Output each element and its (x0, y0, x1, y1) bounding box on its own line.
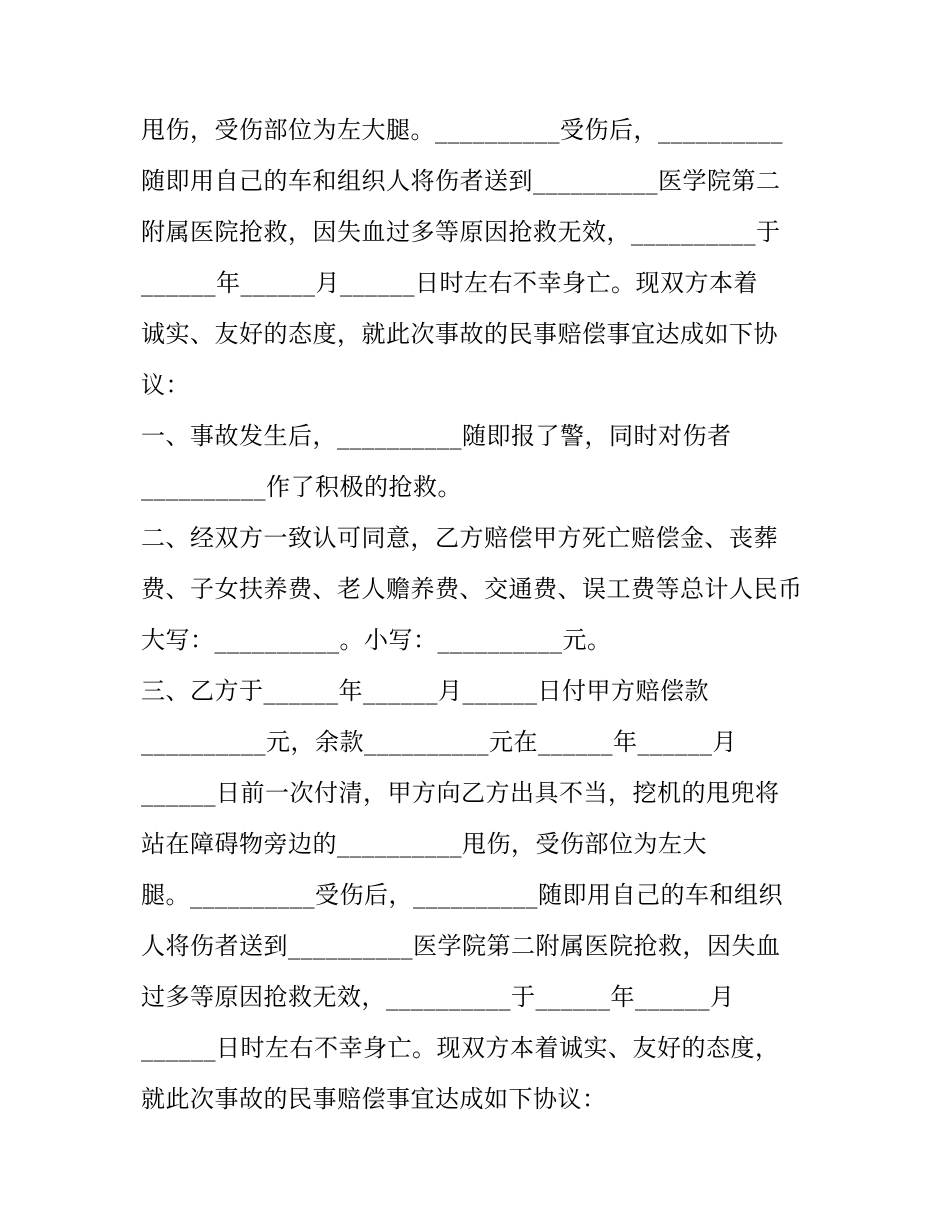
text-line: 一、事故发生后，__________随即报了警，同时对伤者 (141, 422, 732, 450)
text-line: 附属医院抢救，因失血过多等原因抢救无效，__________于 (141, 218, 781, 246)
text-line: __________作了积极的抢救。 (141, 473, 462, 501)
text-line: 三、乙方于______年______月______日付甲方赔偿款 (141, 677, 709, 705)
text-line: 随即用自己的车和组织人将伤者送到__________医学院第二 (141, 167, 781, 195)
text-line: 甩伤，受伤部位为左大腿。__________受伤后，__________ (141, 116, 783, 144)
text-line: 费、子女扶养费、老人赡养费、交通费、误工费等总计人民币 (141, 575, 803, 603)
text-line: ______年______月______日时左右不幸身亡。现双方本着 (141, 269, 758, 297)
text-line: __________元，余款__________元在______年______月 (141, 728, 737, 756)
text-line: 就此次事故的民事赔偿事宜达成如下协议： (141, 1085, 607, 1113)
text-line: ______日前一次付清，甲方向乙方出具不当，挖机的甩兜将 (141, 779, 780, 807)
text-line: 大写：__________。小写：__________元。 (141, 626, 612, 654)
document-body (141, 105, 831, 1125)
text-line: ______日时左右不幸身亡。现双方本着诚实、友好的态度， (141, 1034, 780, 1062)
text-line: 站在障碍物旁边的__________甩伤，受伤部位为左大 (141, 830, 707, 858)
text-line: 人将伤者送到__________医学院第二附属医院抢救，因失血 (141, 932, 781, 960)
text-line: 二、经双方一致认可同意，乙方赔偿甲方死亡赔偿金、丧葬 (141, 524, 778, 552)
text-line: 腿。__________受伤后，__________随即用自己的车和组织 (141, 881, 783, 909)
text-line: 过多等原因抢救无效，__________于______年______月 (141, 983, 735, 1011)
text-line: 诚实、友好的态度，就此次事故的民事赔偿事宜达成如下协 (141, 320, 778, 348)
text-line: 议： (141, 371, 190, 399)
